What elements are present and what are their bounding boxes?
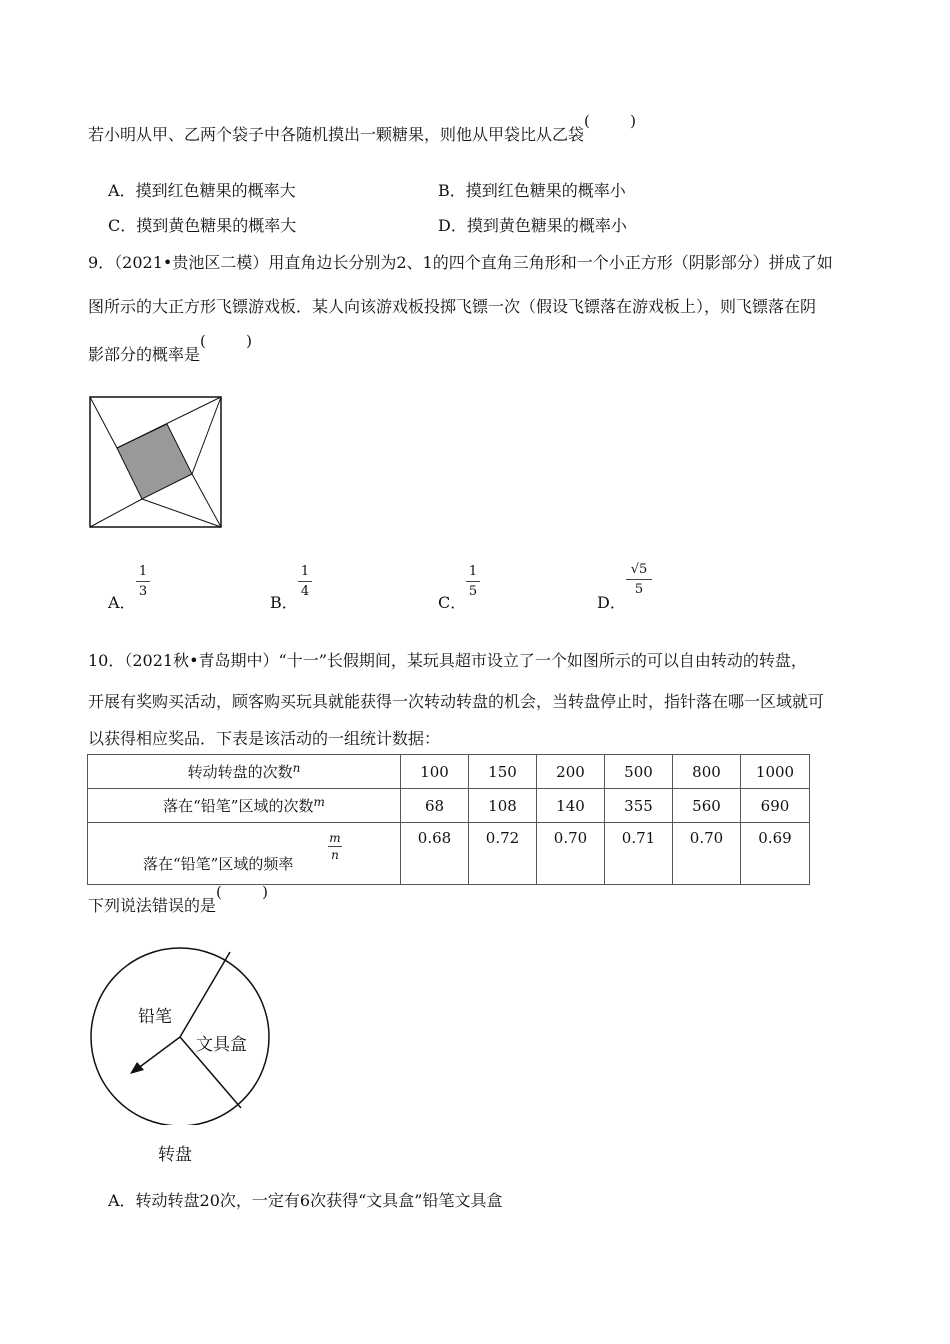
q8-option-a: A．摸到红色糖果的概率大 (108, 181, 296, 200)
table-row (88, 823, 810, 885)
table-cell: 355 (605, 789, 673, 823)
spinner-label-pencil: 铅笔 (138, 1007, 172, 1027)
table-row (88, 755, 810, 789)
spinner-figure (88, 945, 278, 1125)
spinner-caption: 转盘 (158, 1145, 192, 1165)
table-cell: 0.68 (401, 823, 469, 885)
spinner-label-box: 文具盒 (196, 1035, 247, 1055)
table-cell: 800 (673, 755, 741, 789)
q9-option-a-fraction: 1 3 (136, 564, 150, 599)
q10-line-2: 开展有奖购买活动，顾客购买玩具就能获得一次转动转盘的机会，当转盘停止时，指针落在哪一区域就可 (88, 692, 825, 711)
q10-after-table: 下列说法错误的是 ( ) (88, 883, 269, 915)
shaded-square (117, 424, 192, 499)
table-cell: 560 (673, 789, 741, 823)
table-cell: 100 (401, 755, 469, 789)
q8-option-b: B．摸到红色糖果的概率小 (438, 181, 626, 200)
table-cell: 150 (469, 755, 537, 789)
q10-line-1: 10．（2021秋•青岛期中）“十一”长假期间，某玩具超市设立了一个如图所示的可以自由转动的转盘， (88, 651, 807, 670)
q9-line-1: 9．（2021•贵池区二模）用直角边长分别为2、1的四个直角三角形和一个小正方形（阴影部分）拼成了如 (88, 253, 833, 272)
table-cell: 690 (741, 789, 810, 823)
row-label-pencil-count: 落在“铅笔”区域的次数$^m$ (88, 789, 401, 823)
q9-answer-paren: ( ) (200, 332, 253, 350)
table-cell: 0.70 (673, 823, 741, 885)
table-cell: 1000 (741, 755, 810, 789)
statistics-table (87, 754, 810, 885)
table-cell: 200 (537, 755, 605, 789)
q9-option-d-fraction: √5 5 (626, 562, 652, 597)
spinner-pointer (137, 1037, 180, 1069)
q10-line-3: 以获得相应奖品．下表是该活动的一组统计数据： (88, 729, 441, 748)
table-row (88, 789, 810, 823)
q9-line-3: 影部分的概率是 ( ) (88, 332, 253, 364)
q8-answer-paren: ( ) (584, 112, 637, 130)
q9-option-c-fraction: 1 5 (466, 564, 480, 599)
q9-line-2: 图所示的大正方形飞镖游戏板．某人向该游戏板投掷飞镖一次（假设飞镖落在游戏板上），则飞镖落在阴 (88, 297, 817, 316)
q9-option-b-letter: B． (270, 593, 298, 612)
q8-option-c: C．摸到黄色糖果的概率大 (108, 216, 297, 235)
table-cell: 0.72 (469, 823, 537, 885)
row-label-pencil-frequency: 落在“铅笔”区域的频率 m n (88, 823, 401, 885)
q10-option-a: A．转动转盘20次，一定有6次获得“文具盒”铅笔文具盒 (108, 1191, 503, 1210)
q9-option-b-fraction: 1 4 (298, 564, 312, 599)
dartboard-figure (88, 395, 224, 530)
table-cell: 108 (469, 789, 537, 823)
q8-option-d: D．摸到黄色糖果的概率小 (438, 216, 627, 235)
table-cell: 0.69 (741, 823, 810, 885)
table-cell: 0.70 (537, 823, 605, 885)
q9-option-d-letter: D． (597, 593, 626, 612)
table-cell: 68 (401, 789, 469, 823)
q9-option-c-letter: C． (438, 593, 467, 612)
table-cell: 500 (605, 755, 673, 789)
q8-stem (88, 112, 637, 145)
pointer-arrowhead (130, 1062, 144, 1074)
q8-stem-text: 若小明从甲、乙两个袋子中各随机摸出一颗糖果，则他从甲袋比从乙袋 (88, 125, 585, 144)
table-cell: 140 (537, 789, 605, 823)
q10-answer-paren: ( ) (216, 883, 269, 901)
row-label-spins: 转动转盘的次数$^n$ (88, 755, 401, 789)
table-cell: 0.71 (605, 823, 673, 885)
q9-option-a-letter: A． (108, 593, 136, 612)
